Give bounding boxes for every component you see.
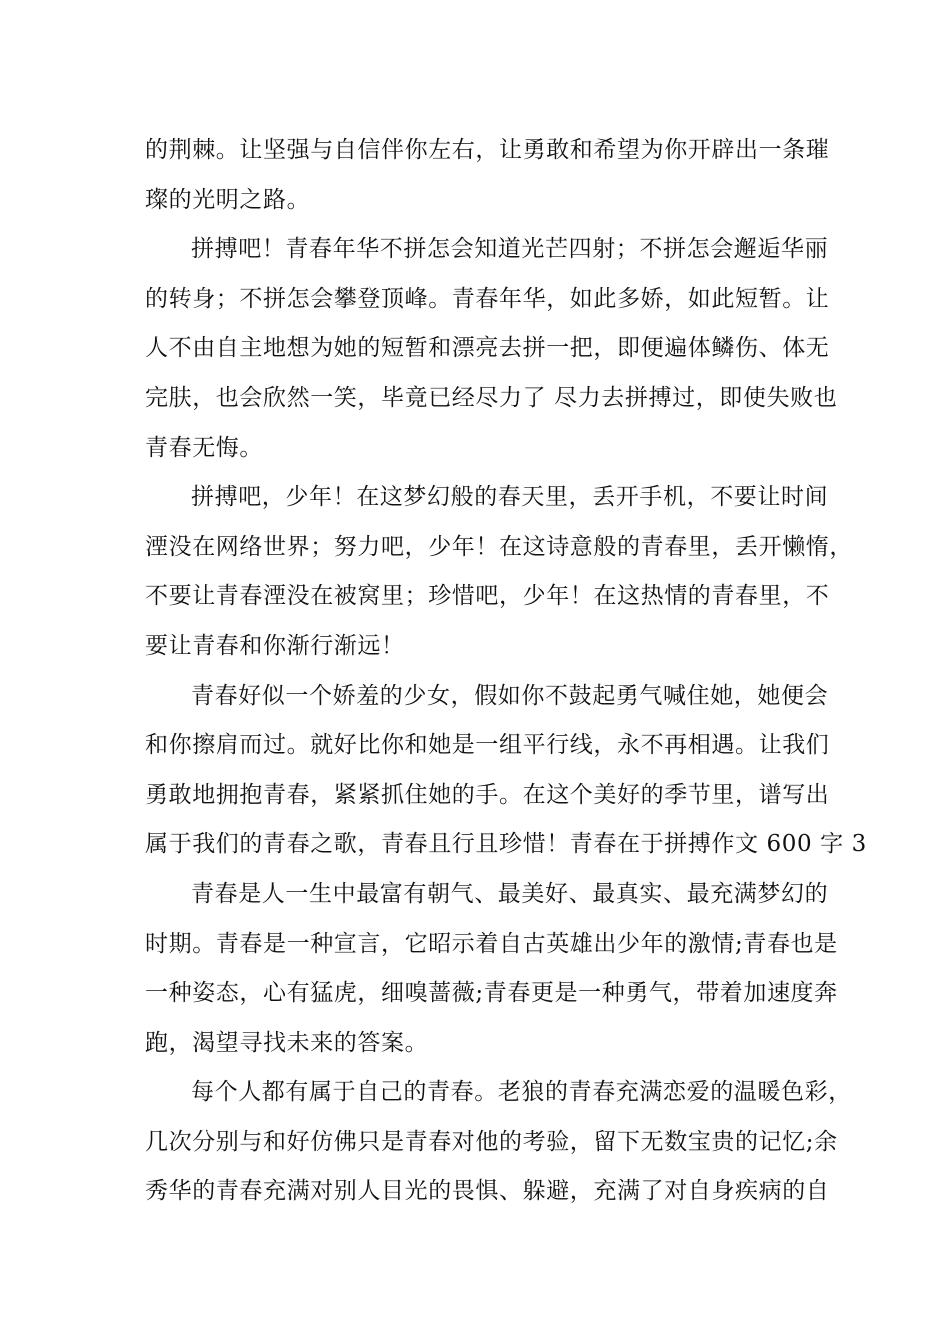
paragraph-4 bbox=[145, 672, 867, 870]
text-line: 要让青春和你渐行渐远！ bbox=[145, 632, 405, 659]
text-line: 完肤，也会欣然一笑，毕竟已经尽力了 尽力去拼搏过，即使失败也 bbox=[145, 384, 838, 411]
text-line-first: 拼搏吧，少年！在这梦幻般的春天里，丢开手机，不要让时间 bbox=[191, 484, 829, 511]
text-line: 人不由自主地想为她的短暂和漂亮去拼一把，即便遍体鳞伤、体无 bbox=[145, 335, 830, 362]
document-body bbox=[145, 126, 867, 1217]
paragraph-1 bbox=[145, 126, 830, 225]
text-line: 的荆棘。让坚强与自信伴你左右，让勇敢和希望为你开辟出一条璀 bbox=[145, 137, 830, 163]
paragraph-3 bbox=[145, 473, 853, 671]
paragraph-2 bbox=[145, 225, 838, 473]
text-line: 勇敢地拥抱青春，紧紧抓住她的手。在这个美好的季节里，谱写出 bbox=[145, 781, 830, 808]
paragraph-6 bbox=[145, 1068, 852, 1217]
text-line: 一种姿态，心有猛虎，细嗅蔷薇;青春更是一种勇气，带着加速度奔 bbox=[145, 980, 838, 1007]
text-line: 璨的光明之路。 bbox=[145, 186, 311, 213]
text-line: 湮没在网络世界；努力吧，少年！在这诗意般的青春里，丢开懒惰， bbox=[145, 533, 853, 560]
text-line: 和你擦肩而过。就好比你和她是一组平行线，永不再相遇。让我们 bbox=[145, 732, 830, 759]
text-line: 几次分别与和好仿佛只是青春对他的考验，留下无数宝贵的记忆;余 bbox=[145, 1128, 838, 1155]
text-line-first: 青春好似一个娇羞的少女，假如你不鼓起勇气喊住她，她便会 bbox=[191, 682, 829, 709]
text-line-first: 每个人都有属于自己的青春。老狼的青春充满恋爱的温暖色彩， bbox=[191, 1079, 852, 1106]
text-line-first: 拼搏吧！青春年华不拼怎会知道光芒四射；不拼怎会邂逅华丽 bbox=[191, 236, 829, 263]
text-line: 秀华的青春充满对别人目光的畏惧、躲避，充满了对自身疾病的自 bbox=[145, 1178, 830, 1205]
text-line: 跑，渴望寻找未来的答案。 bbox=[145, 1029, 429, 1056]
paragraph-5 bbox=[145, 870, 838, 1068]
text-line: 的转身；不拼怎会攀登顶峰。青春年华，如此多娇，如此短暂。让 bbox=[145, 285, 830, 312]
text-line: 时期。青春是一种宣言，它昭示着自古英雄出少年的激情;青春也是 bbox=[145, 930, 838, 957]
text-line: 属于我们的青春之歌，青春且行且珍惜！青春在于拼搏作文 600 字 3 bbox=[145, 831, 867, 858]
text-line-first: 青春是人一生中最富有朝气、最美好、最真实、最充满梦幻的 bbox=[191, 880, 829, 907]
text-line: 不要让青春湮没在被窝里；珍惜吧，少年！在这热情的青春里，不 bbox=[145, 583, 830, 610]
text-line: 青春无悔。 bbox=[145, 434, 263, 461]
